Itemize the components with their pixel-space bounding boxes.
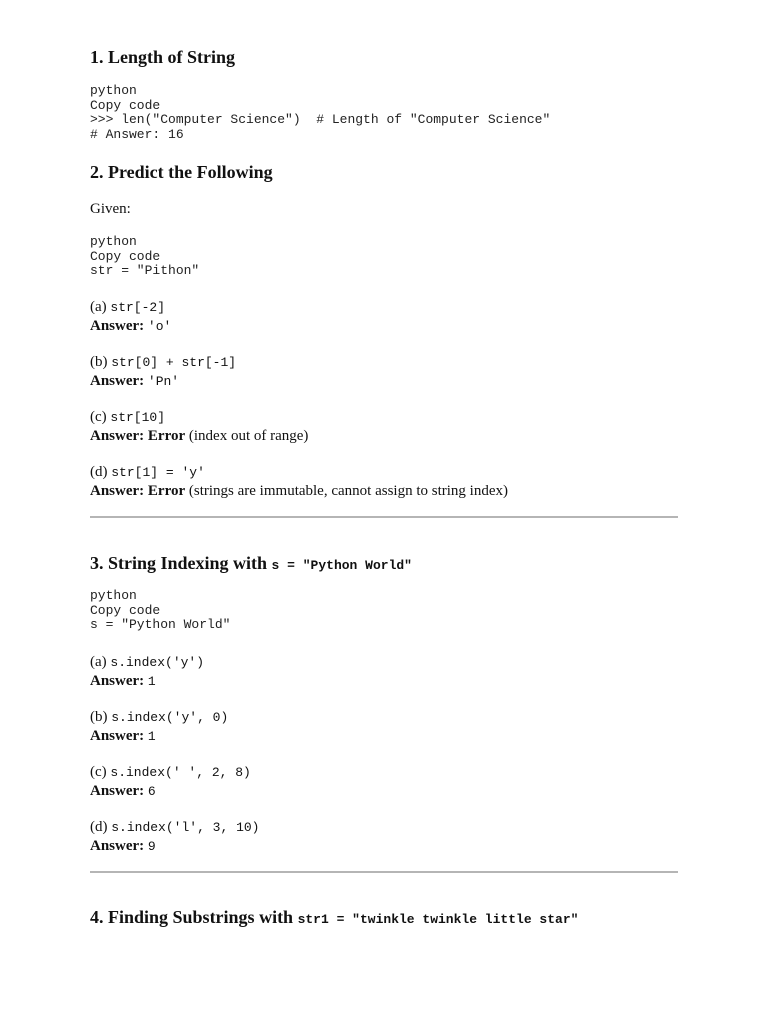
question-3b (90, 708, 678, 746)
code-lang-label: python (90, 588, 137, 603)
section-2-heading: 2. Predict the Following (90, 162, 273, 182)
given-text: Given: (90, 201, 131, 217)
question-label: (d) (90, 464, 112, 480)
question-label: (b) (90, 709, 112, 725)
section-2-code-block (90, 235, 678, 279)
answer-value: Error (147, 428, 186, 444)
question-expr: str[1] = 'y' (111, 465, 205, 480)
answer-note: (index out of range) (188, 428, 309, 444)
code-line: str = "Pithon" (90, 263, 200, 278)
question-d (90, 463, 678, 500)
divider (90, 871, 678, 873)
heading-code: str1 = "twinkle twinkle little star" (297, 912, 579, 927)
question-label: (b) (90, 354, 112, 370)
question-expr: s.index('y') (110, 655, 205, 670)
copy-code-button[interactable]: Copy code (90, 248, 161, 264)
answer-label: Answer: (90, 318, 145, 334)
copy-code-button[interactable]: Copy code (90, 97, 161, 113)
code-lang-label: python (90, 83, 137, 98)
section-1-heading: 1. Length of String (90, 47, 236, 67)
question-label: (d) (90, 819, 112, 835)
answer-value: 1 (147, 729, 156, 744)
answer-label: Answer: (90, 428, 145, 444)
question-a (90, 298, 678, 336)
answer-label: Answer: (90, 373, 145, 389)
answer-value: 9 (147, 839, 156, 854)
question-c (90, 408, 678, 445)
question-label: (c) (90, 764, 111, 780)
question-expr: str[0] + str[-1] (111, 355, 237, 370)
copy-code-button[interactable]: Copy code (90, 602, 161, 618)
code-line: s = "Python World" (90, 617, 231, 632)
question-3a (90, 653, 678, 691)
question-expr: str[10] (110, 410, 166, 425)
answer-note: (strings are immutable, cannot assign to string index) (188, 483, 508, 499)
question-b (90, 353, 678, 391)
code-lang-label: python (90, 234, 137, 249)
question-expr: s.index('y', 0) (111, 710, 229, 725)
question-expr: s.index('l', 3, 10) (111, 820, 260, 835)
answer-label: Answer: (90, 783, 145, 799)
answer-value: Error (147, 483, 186, 499)
answer-label: Answer: (90, 728, 145, 744)
question-3c (90, 763, 678, 801)
answer-label: Answer: (90, 673, 145, 689)
code-line: # Answer: 16 (90, 126, 184, 142)
section-4-heading (90, 906, 678, 931)
question-expr: s.index(' ', 2, 8) (110, 765, 251, 780)
answer-value: 'o' (147, 319, 172, 334)
heading-text: 4. Finding Substrings with (90, 907, 298, 927)
question-3d (90, 818, 678, 856)
heading-code: s = "Python World" (271, 558, 412, 573)
answer-label: Answer: (90, 838, 145, 854)
answer-label: Answer: (90, 483, 145, 499)
question-expr: str[-2] (110, 300, 166, 315)
divider (90, 516, 678, 518)
answer-value: 1 (147, 674, 156, 689)
answer-value: 6 (147, 784, 156, 799)
question-label: (a) (90, 299, 111, 315)
question-label: (c) (90, 409, 111, 425)
heading-text: 3. String Indexing with (90, 553, 272, 573)
section-1-code-block (90, 84, 678, 142)
answer-value: 'Pn' (147, 374, 180, 389)
question-label: (a) (90, 654, 111, 670)
section-3-code-block (90, 589, 678, 633)
code-line: >>> len("Computer Science") # Length of "Computer Science" (90, 112, 551, 127)
section-3-heading (90, 552, 678, 577)
